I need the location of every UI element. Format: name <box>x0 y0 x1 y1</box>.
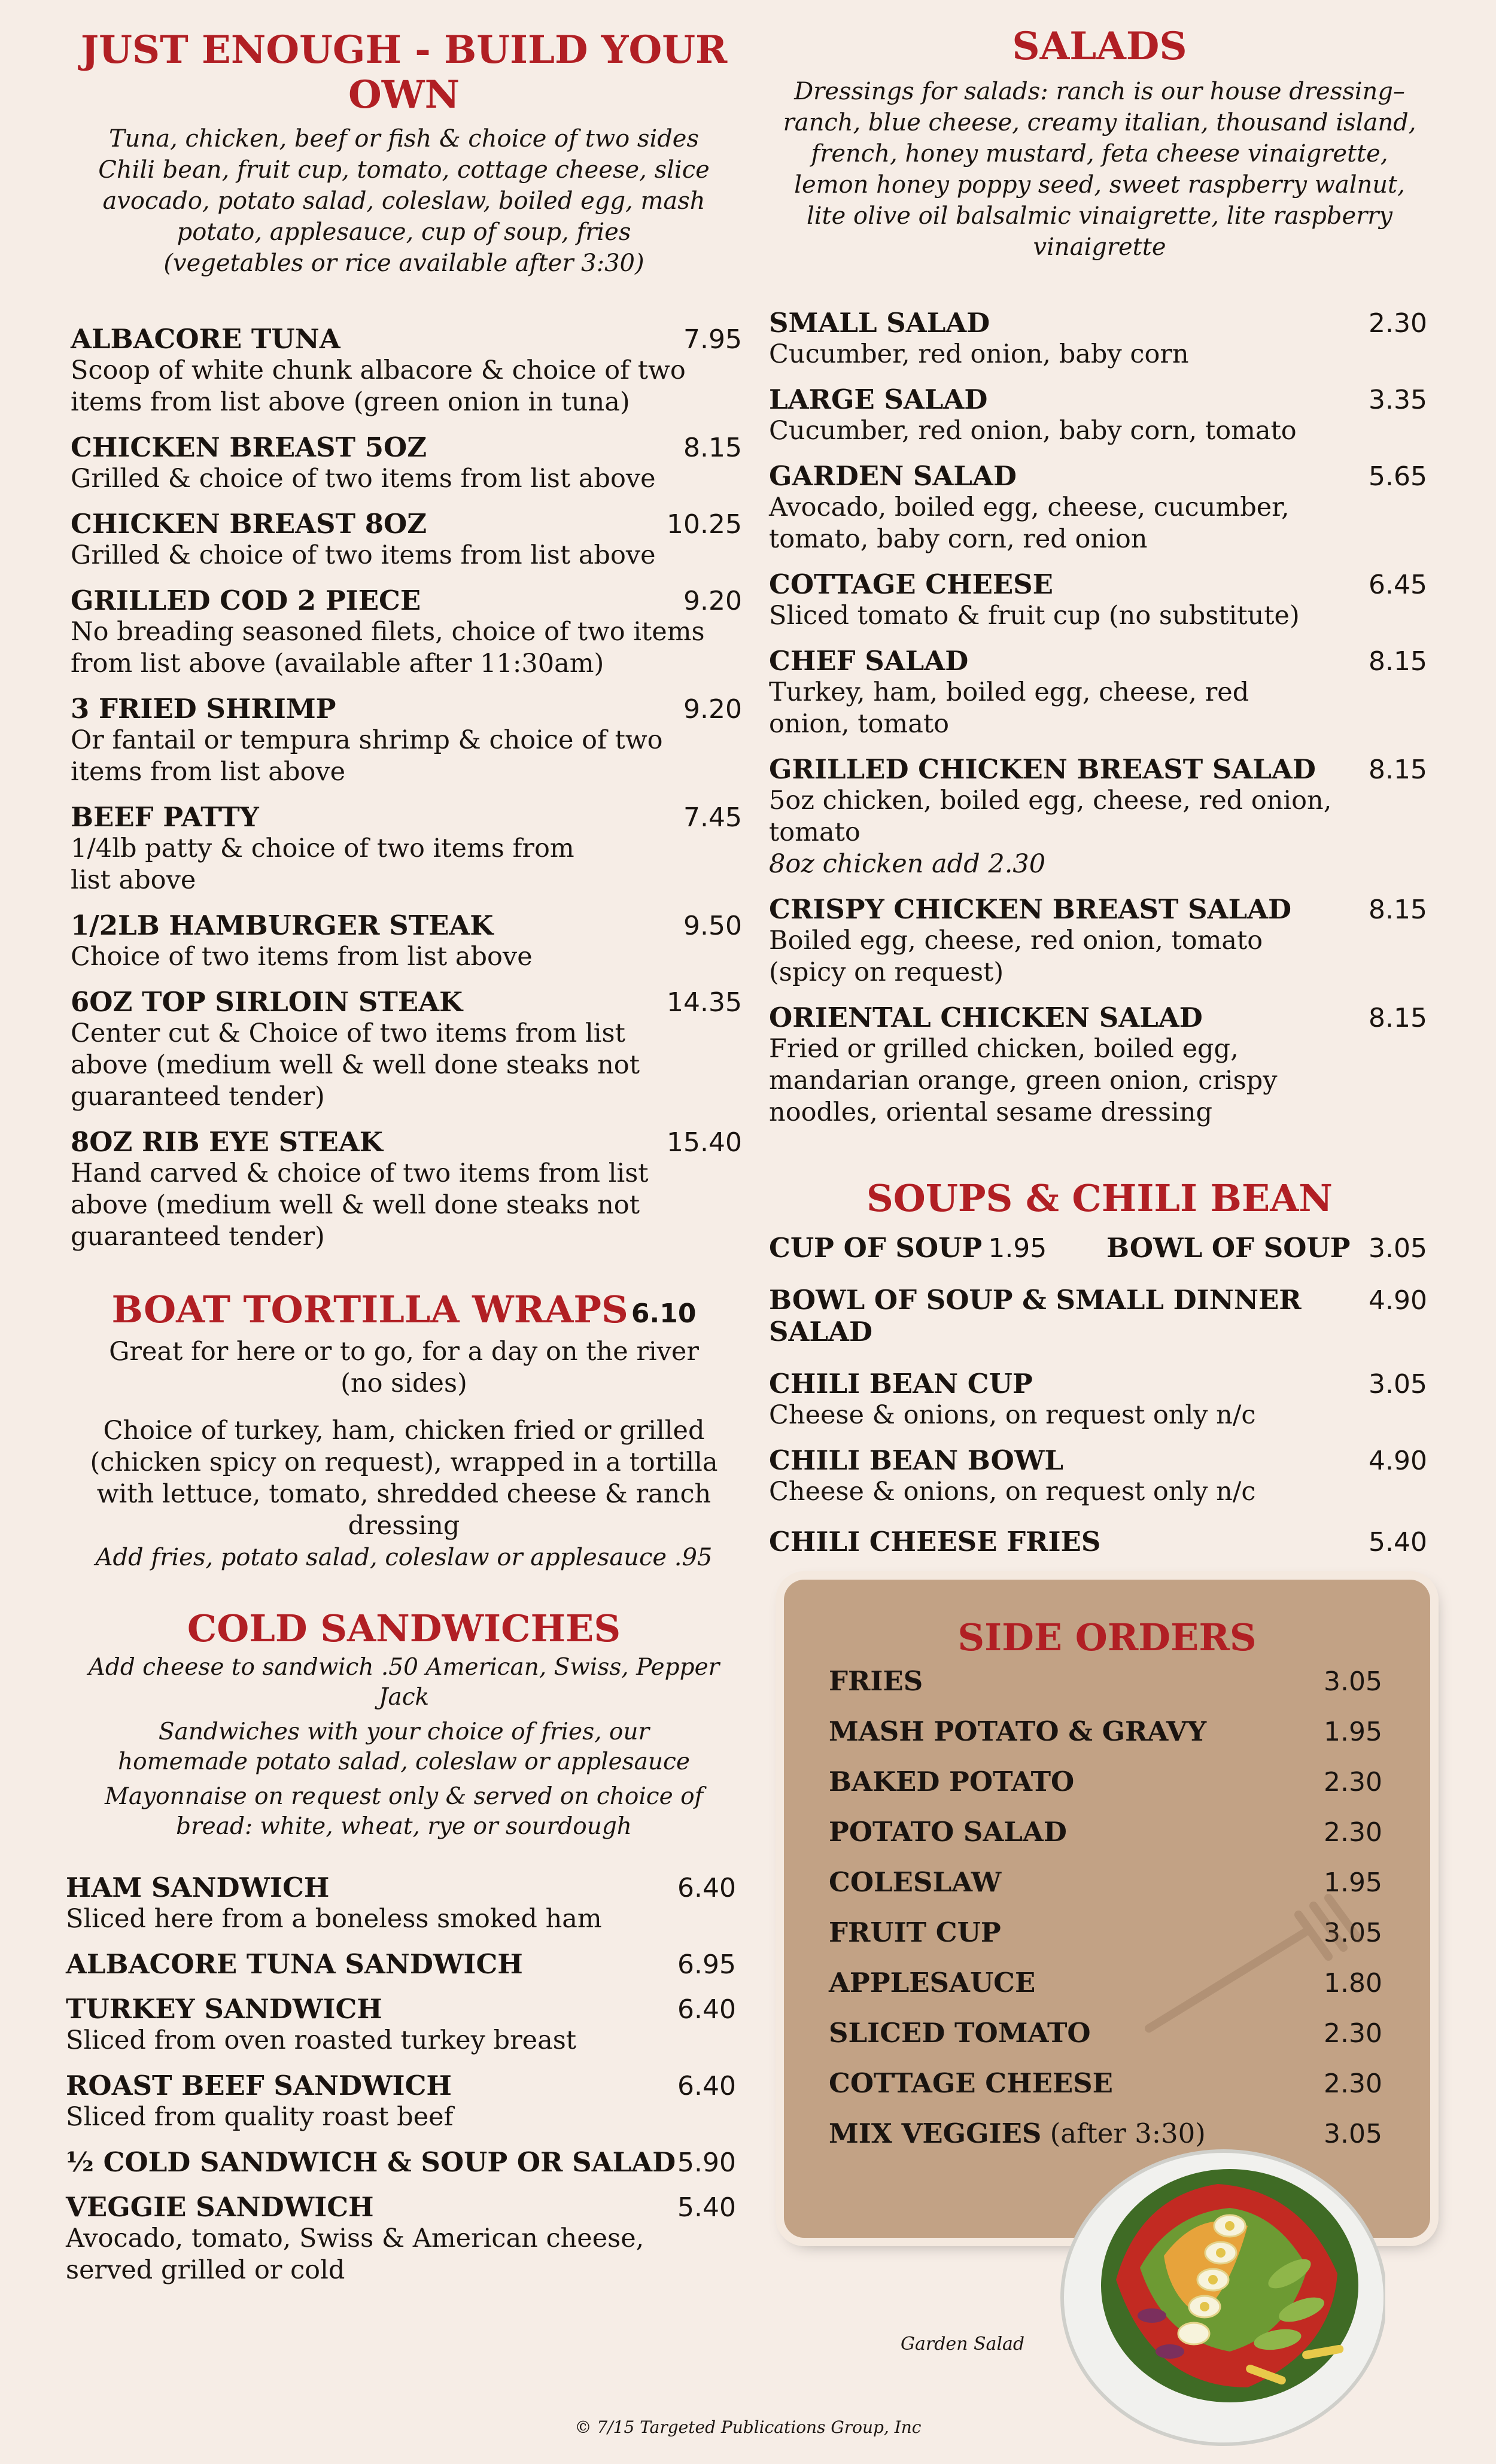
item-name: 8OZ RIB EYE STEAK <box>71 1126 383 1158</box>
wraps-line2: (no sides) <box>340 1368 467 1398</box>
item-name: COLESLAW <box>829 1866 1002 1898</box>
menu-item <box>71 801 742 896</box>
side-order-row <box>829 2067 1382 2118</box>
cold-sandwiches-note: Mayonnaise on request only & served on choice of bread: white, wheat, rye or sourdough <box>104 1783 704 1840</box>
item-price: 9.20 <box>683 694 742 725</box>
item-desc: No breading seasoned filets, choice of two items from list above (available after 11:30am) <box>71 617 705 679</box>
item-note: (after 3:30) <box>1041 2118 1206 2149</box>
item-name: ROAST BEEF SANDWICH <box>66 2070 452 2101</box>
menu-item <box>71 909 742 973</box>
intro-line: (vegetables or rice available after 3:30) <box>163 250 644 277</box>
item-price: 3.05 <box>1324 1666 1382 1697</box>
cold-sandwiches-section <box>66 1607 742 1842</box>
item-price: 3.05 <box>1324 1918 1382 1948</box>
photo-caption: Garden Salad <box>901 2334 1025 2355</box>
side-order-row <box>829 1816 1382 1866</box>
item-desc: Hand carved & choice of two items from list above (medium well & well done steaks not guaranteed tender) <box>71 1158 649 1252</box>
menu-item <box>769 1444 1427 1508</box>
item-name: FRIES <box>829 1665 923 1697</box>
build-your-own-list <box>66 323 742 1253</box>
item-name: POTATO SALAD <box>829 1816 1067 1848</box>
item-price: 8.15 <box>1369 755 1427 785</box>
item-name: CHILI CHEESE FRIES <box>769 1526 1101 1558</box>
item-price: 7.95 <box>683 324 742 355</box>
wraps-section <box>66 1288 742 1573</box>
item-name: SMALL SALAD <box>769 307 990 339</box>
item-price: 14.35 <box>667 987 742 1018</box>
item-name: APPLESAUCE <box>829 1967 1036 1998</box>
menu-item <box>66 1872 736 1935</box>
soups-list <box>766 1232 1433 1558</box>
menu-item <box>769 1284 1427 1347</box>
item-name: TURKEY SANDWICH <box>66 1993 382 2025</box>
item-name: 1/2LB HAMBURGER STEAK <box>71 909 494 941</box>
item-name: CUP OF SOUP <box>769 1232 983 1264</box>
item-price: 5.90 <box>677 2147 736 2178</box>
item-name: GRILLED CHICKEN BREAST SALAD <box>769 753 1316 785</box>
wraps-body: Choice of turkey, ham, chicken fried or grilled (chicken spicy on request), wrapped in a tortilla with lettuce, tomato, shredded cheese & ranch dressing <box>90 1416 718 1541</box>
item-price: 8.15 <box>1369 646 1427 677</box>
item-desc: Boiled egg, cheese, red onion, tomato (spicy on request) <box>769 926 1263 987</box>
item-name: CHEF SALAD <box>769 645 969 677</box>
left-column <box>66 0 742 2299</box>
item-price: 1.80 <box>1324 1968 1382 1998</box>
soups-title: SOUPS & CHILI BEAN <box>866 1176 1333 1220</box>
item-name: ALBACORE TUNA SANDWICH <box>66 1948 523 1980</box>
item-name: CHILI BEAN BOWL <box>769 1444 1064 1476</box>
item-price: 3.05 <box>1369 1233 1427 1264</box>
item-note: 8oz chicken add 2.30 <box>769 849 1046 879</box>
wraps-price: 6.10 <box>631 1298 697 1329</box>
cold-sandwiches-note: Add cheese to sandwich .50 American, Swiss, Pepper Jack <box>88 1654 720 1711</box>
intro-line: potato, applesauce, cup of soup, fries <box>177 218 631 246</box>
item-name: COTTAGE CHEESE <box>769 568 1053 600</box>
intro-line: avocado, potato salad, coleslaw, boiled egg, mash <box>102 187 706 215</box>
build-your-own-intro <box>66 123 742 279</box>
side-order-row <box>829 1766 1382 1816</box>
item-price: 7.45 <box>683 802 742 833</box>
side-orders-title: SIDE ORDERS <box>957 1616 1257 1659</box>
menu-item <box>769 1526 1427 1558</box>
item-price: 3.35 <box>1369 385 1427 415</box>
item-name: ½ COLD SANDWICH & SOUP OR SALAD <box>66 2146 676 2178</box>
item-price: 6.40 <box>677 1994 736 2025</box>
item-name: CHILI BEAN CUP <box>769 1368 1033 1400</box>
item-price: 1.95 <box>1324 1867 1382 1898</box>
item-price: 5.40 <box>677 2192 736 2223</box>
item-desc: Sliced tomato & fruit cup (no substitute) <box>769 601 1300 631</box>
menu-item <box>769 645 1427 740</box>
item-price: 2.30 <box>1324 1767 1382 1797</box>
item-name: MASH POTATO & GRAVY <box>829 1715 1207 1747</box>
item-name: 6OZ TOP SIRLOIN STEAK <box>71 986 463 1018</box>
intro-line: Chili bean, fruit cup, tomato, cottage cheese, slice <box>98 156 710 184</box>
item-price: 1.95 <box>1324 1717 1382 1747</box>
cold-sandwiches-note: Sandwiches with your choice of fries, our homemade potato salad, coleslaw or applesauce <box>118 1718 690 1775</box>
item-desc: Fried or grilled chicken, boiled egg, mandarian orange, green onion, crispy noodles, oriental sesame dressing <box>769 1034 1278 1127</box>
salads-dressings: Dressings for salads: ranch is our house dressing– ranch, blue cheese, creamy italian, thousand island, french, honey mustard, feta cheese vinaigrette, lemon honey poppy seed, sweet raspberry walnut, lite olive oil balsalmic vinaigrette, lite raspberry vinaigrette <box>783 78 1416 261</box>
item-name: CRISPY CHICKEN BREAST SALAD <box>769 893 1292 925</box>
right-column <box>766 0 1433 1571</box>
item-desc: Sliced from oven roasted turkey breast <box>66 2025 577 2055</box>
menu-item <box>769 460 1427 555</box>
menu-item <box>66 1993 736 2057</box>
item-desc: Avocado, tomato, Swiss & American cheese, served grilled or cold <box>66 2223 644 2285</box>
item-desc: Cucumber, red onion, baby corn <box>769 339 1189 369</box>
item-price: 6.45 <box>1369 570 1427 600</box>
item-price: 8.15 <box>683 433 742 463</box>
garden-salad-photo <box>1050 2136 1385 2447</box>
soup-cup-bowl-row <box>769 1232 1427 1264</box>
item-price: 5.65 <box>1369 461 1427 492</box>
item-desc: 5oz chicken, boiled egg, cheese, red onion, tomato <box>769 786 1332 847</box>
item-desc: Cucumber, red onion, baby corn, tomato <box>769 416 1297 446</box>
item-name: LARGE SALAD <box>769 384 988 415</box>
menu-item <box>66 2191 736 2286</box>
item-name: CHICKEN BREAST 5OZ <box>71 431 427 463</box>
item-name: MIX VEGGIES <box>829 2118 1042 2149</box>
item-name: BAKED POTATO <box>829 1766 1075 1797</box>
menu-item <box>71 431 742 495</box>
item-desc: Cheese & onions, on request only n/c <box>769 1400 1256 1430</box>
item-name: BEEF PATTY <box>71 801 259 833</box>
item-price: 4.90 <box>1369 1285 1427 1316</box>
item-name: 3 FRIED SHRIMP <box>71 693 336 725</box>
intro-line: Tuna, chicken, beef or fish & choice of two sides <box>109 125 699 153</box>
item-desc: Sliced here from a boneless smoked ham <box>66 1904 602 1934</box>
salads-title: SALADS <box>1012 24 1187 69</box>
item-price: 9.50 <box>683 911 742 941</box>
item-name: ALBACORE TUNA <box>71 323 340 355</box>
item-name: ORIENTAL CHICKEN SALAD <box>769 1002 1203 1033</box>
build-your-own-title: JUST ENOUGH - BUILD YOUR OWN <box>80 28 728 117</box>
item-name: HAM SANDWICH <box>66 1872 330 1903</box>
item-price: 2.30 <box>1324 2068 1382 2099</box>
item-price: 2.30 <box>1324 1817 1382 1848</box>
item-price: 6.40 <box>677 2071 736 2101</box>
item-desc: Or fantail or tempura shrimp & choice of two items from list above <box>71 725 663 787</box>
menu-item <box>66 2070 736 2133</box>
menu-item <box>769 753 1427 880</box>
menu-item <box>71 986 742 1113</box>
item-desc: Scoop of white chunk albacore & choice of two items from list above (green onion in tuna) <box>71 355 686 417</box>
menu-item <box>66 2146 736 2178</box>
item-desc: Grilled & choice of two items from list above <box>71 540 656 570</box>
item-price: 1.95 <box>988 1233 1047 1264</box>
menu-item <box>769 893 1427 988</box>
item-name: BOWL OF SOUP & SMALL DINNER SALAD <box>769 1284 1302 1347</box>
wraps-line1: Great for here or to go, for a day on the river <box>109 1337 699 1367</box>
item-price: 6.95 <box>677 1949 736 1980</box>
side-order-row <box>829 1665 1382 1715</box>
item-desc: Sliced from quality roast beef <box>66 2102 454 2132</box>
menu-item <box>769 307 1427 370</box>
item-name: BOWL OF SOUP <box>1106 1232 1351 1264</box>
item-price: 2.30 <box>1369 308 1427 339</box>
menu-item <box>769 568 1427 632</box>
item-price: 3.05 <box>1369 1369 1427 1400</box>
item-name: VEGGIE SANDWICH <box>66 2191 374 2223</box>
item-price: 2.30 <box>1324 2018 1382 2049</box>
item-price: 10.25 <box>667 509 742 540</box>
item-name: GRILLED COD 2 PIECE <box>71 585 421 616</box>
menu-item <box>769 1368 1427 1431</box>
menu-item <box>769 384 1427 447</box>
menu-item <box>71 585 742 680</box>
item-name: FRUIT CUP <box>829 1917 1001 1948</box>
item-name: GARDEN SALAD <box>769 460 1017 492</box>
item-name: COTTAGE CHEESE <box>829 2067 1113 2099</box>
wraps-title: BOAT TORTILLA WRAPS <box>111 1288 628 1331</box>
wraps-addon: Add fries, potato salad, coleslaw or applesauce .95 <box>95 1544 713 1571</box>
item-desc: Avocado, boiled egg, cheese, cucumber, tomato, baby corn, red onion <box>769 492 1290 554</box>
menu-item <box>66 1948 736 1980</box>
menu-item <box>71 693 742 788</box>
item-desc: Cheese & onions, on request only n/c <box>769 1477 1256 1507</box>
item-desc: Choice of two items from list above <box>71 942 533 972</box>
item-desc: Turkey, ham, boiled egg, cheese, red onion, tomato <box>769 677 1249 739</box>
menu-item <box>71 1126 742 1253</box>
item-desc: Center cut & Choice of two items from list above (medium well & well done steaks not guaranteed tender) <box>71 1018 640 1112</box>
item-price: 8.15 <box>1369 895 1427 925</box>
item-name: SLICED TOMATO <box>829 2017 1091 2049</box>
item-price: 9.20 <box>683 586 742 616</box>
cold-sandwiches-list <box>66 1872 742 2286</box>
menu-item <box>71 323 742 418</box>
item-price: 5.40 <box>1369 1527 1427 1558</box>
menu-item <box>769 1002 1427 1128</box>
copyright: © 7/15 Targeted Publications Group, Inc <box>574 2417 922 2437</box>
fork-knife-icon <box>1125 1891 1376 2046</box>
salads-list <box>766 307 1433 1128</box>
side-order-row <box>829 1715 1382 1766</box>
item-price: 6.40 <box>677 1873 736 1903</box>
cold-sandwiches-title: COLD SANDWICHES <box>187 1607 621 1650</box>
item-price: 4.90 <box>1369 1446 1427 1476</box>
item-price: 15.40 <box>667 1127 742 1158</box>
item-desc: 1/4lb patty & choice of two items from list above <box>71 833 574 895</box>
menu-item <box>71 508 742 571</box>
item-name: CHICKEN BREAST 8OZ <box>71 508 427 540</box>
item-desc: Grilled & choice of two items from list above <box>71 464 656 494</box>
item-price: 8.15 <box>1369 1003 1427 1033</box>
item-price: 3.05 <box>1324 2119 1382 2149</box>
